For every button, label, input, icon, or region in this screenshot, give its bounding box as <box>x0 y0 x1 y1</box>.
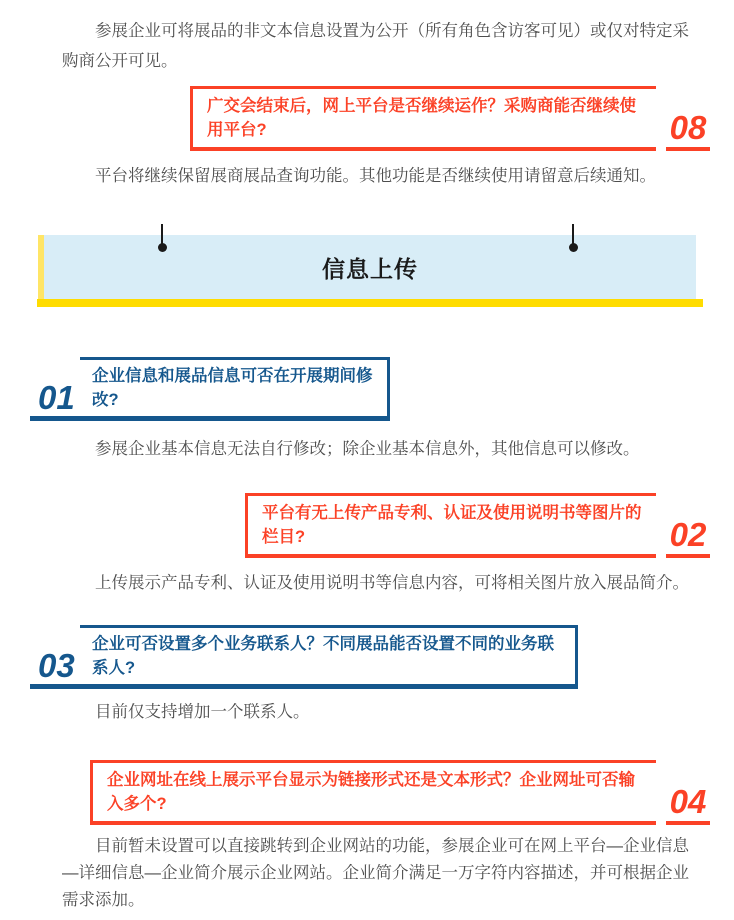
answer-text-08: 平台将继续保留展商展品查询功能。其他功能是否继续使用请留意后续通知。 <box>95 167 656 185</box>
pin-icon <box>572 224 574 249</box>
question-row-08 <box>190 86 710 151</box>
answer-text-02: 上传展示产品专利、认证及使用说明书等信息内容，可将相关图片放入展品简介。 <box>95 574 689 592</box>
question-box-08: 广交会结束后，网上平台是否继续运作？采购商能否继续使用平台? <box>190 86 656 151</box>
question-row-02 <box>245 493 710 558</box>
answer-text-04: 目前暂未设置可以直接跳转到企业网站的功能，参展企业可在网上平台—企业信息—详细信息—企业简介展示企业网站。企业简介满足一万字符内容描述，并可根据企业需求添加。 <box>62 837 689 909</box>
answer-text-01: 参展企业基本信息无法自行修改；除企业基本信息外，其他信息可以修改。 <box>95 440 640 458</box>
faq-item-01 <box>30 357 710 463</box>
question-number-03: 03 <box>38 647 75 684</box>
question-box-04: 企业网址在线上展示平台显示为链接形式还是文本形式？企业网址可否输入多个? <box>90 760 656 825</box>
question-box-01: 企业信息和展品信息可否在开展期间修改? <box>80 357 390 416</box>
answer-text-03: 目前仅支持增加一个联系人。 <box>95 703 310 721</box>
section-banner <box>38 235 696 299</box>
section-title: 信息上传 <box>322 255 418 282</box>
question-box-03: 企业可否设置多个业务联系人？不同展品能否设置不同的业务联系人? <box>80 625 578 684</box>
question-box-02: 平台有无上传产品专利、认证及使用说明书等图片的栏目? <box>245 493 656 558</box>
faq-item-03 <box>30 625 710 726</box>
pin-icon <box>161 224 163 249</box>
question-row-03 <box>30 625 578 689</box>
question-number-02: 02 <box>666 493 710 558</box>
faq-item-04 <box>30 760 710 914</box>
faq-item-02 <box>30 493 710 597</box>
banner-underline <box>37 299 703 307</box>
intro-paragraph: 参展企业可将展品的非文本信息设置为公开（所有角色含访客可见）或仅对特定采购商公开可见。 <box>62 22 689 70</box>
question-number-08: 08 <box>666 86 710 151</box>
faq-item-08 <box>30 86 710 190</box>
question-number-04: 04 <box>666 760 710 825</box>
question-number-01: 01 <box>38 379 75 416</box>
question-row-01 <box>30 357 390 421</box>
question-row-04 <box>90 760 710 825</box>
